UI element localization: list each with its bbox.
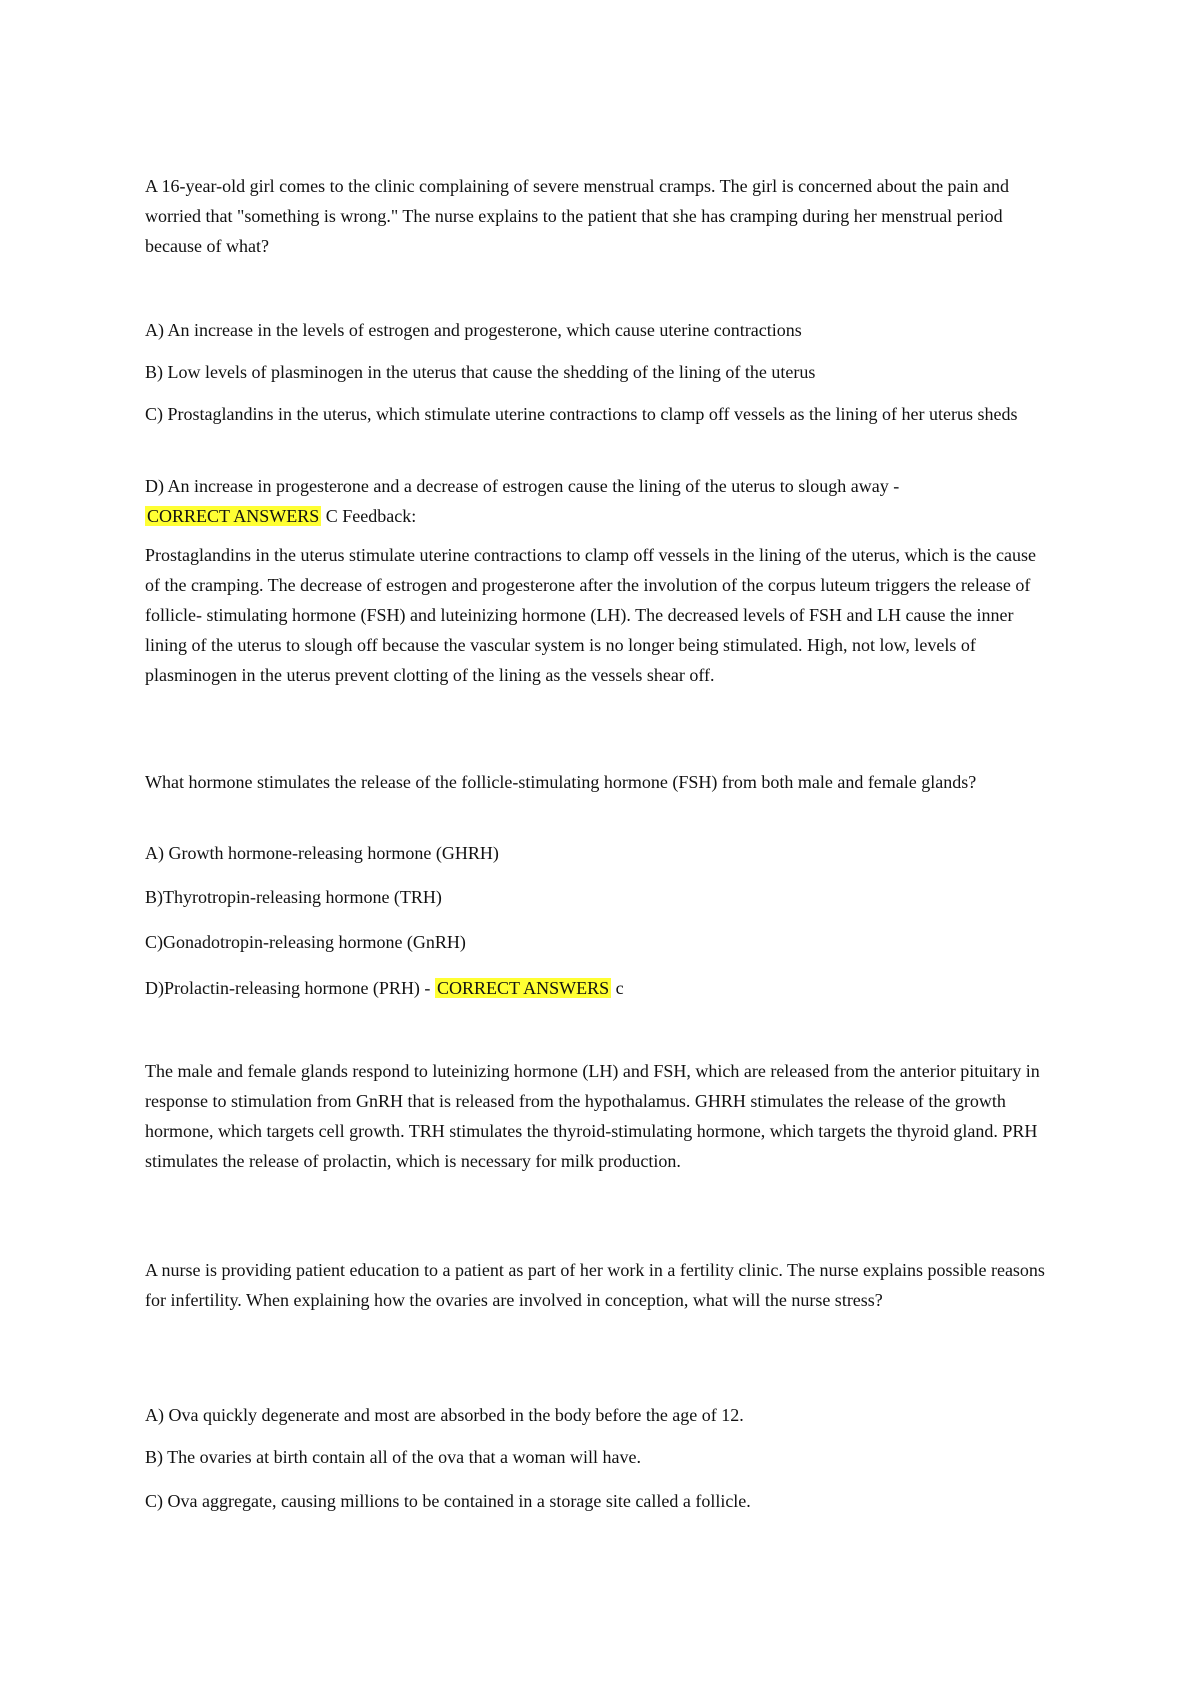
question-1-answer-tail: C Feedback: — [321, 506, 417, 526]
question-3-option-a: A) Ova quickly degenerate and most are absorbed in the body before the age of 12. — [145, 1405, 744, 1425]
question-1-option-a: A) An increase in the levels of estrogen and progesterone, which cause uterine contractions — [145, 320, 802, 340]
question-1-option-c: C) Prostaglandins in the uterus, which stimulate uterine contractions to clamp off vessels as the lining of her uterus sheds — [145, 404, 1018, 424]
question-3-option-c: C) Ova aggregate, causing millions to be contained in a storage site called a follicle. — [145, 1491, 751, 1511]
question-2-option-d — [145, 973, 1050, 1003]
question-1-option-d — [145, 471, 1050, 531]
question-2-option-c: C)Gonadotropin-releasing hormone (GnRH) — [145, 932, 466, 952]
question-3-option-b: B) The ovaries at birth contain all of the ova that a woman will have. — [145, 1447, 642, 1467]
question-1-feedback: Prostaglandins in the uterus stimulate uterine contractions to clamp off vessels in the lining of the uterus, which is the cause of the cramping. The decrease of estrogen and progesterone after the involution of the corpus luteum triggers the release of follicle- stimulating hormone (FSH) and luteinizing hormone (LH). The decreased levels of FSH and LH cause the inner lining of the uterus to slough off because the vascular system is no longer being stimulated. High, not low, levels of plasminogen in the uterus prevent clotting of the lining as the vessels shear off. — [145, 545, 1036, 685]
question-1-option-d-text: D) An increase in progesterone and a decrease of estrogen cause the lining of the uterus to slough away - — [145, 476, 900, 496]
question-2-option-d-text: D)Prolactin-releasing hormone (PRH) - — [145, 978, 435, 998]
question-2-option-b: B)Thyrotropin-releasing hormone (TRH) — [145, 887, 442, 907]
question-1-stem: A 16-year-old girl comes to the clinic complaining of severe menstrual cramps. The girl is concerned about the pain and worried that "something is wrong." The nurse explains to the patient that she has cramping during her menstrual period because of what? — [145, 176, 1010, 256]
question-2-feedback: The male and female glands respond to luteinizing hormone (LH) and FSH, which are released from the anterior pituitary in response to stimulation from GnRH that is released from the hypothalamus. GHRH stimulates the release of the growth hormone, which targets cell growth. TRH stimulates the thyroid-stimulating hormone, which targets the thyroid gland. PRH stimulates the release of prolactin, which is necessary for milk production. — [145, 1061, 1040, 1171]
question-2-stem: What hormone stimulates the release of the follicle-stimulating hormone (FSH) from both male and female glands? — [145, 772, 977, 792]
question-3-stem: A nurse is providing patient education to a patient as part of her work in a fertility clinic. The nurse explains possible reasons for infertility. When explaining how the ovaries are involved in conception, what will the nurse stress? — [145, 1260, 1045, 1310]
question-1-option-b: B) Low levels of plasminogen in the uterus that cause the shedding of the lining of the uterus — [145, 362, 816, 382]
question-2-option-a: A) Growth hormone-releasing hormone (GHRH) — [145, 843, 499, 863]
correct-answers-highlight: CORRECT ANSWERS — [436, 978, 610, 998]
correct-answers-highlight: CORRECT ANSWERS — [147, 506, 320, 526]
question-2-answer-tail: c — [611, 978, 624, 998]
